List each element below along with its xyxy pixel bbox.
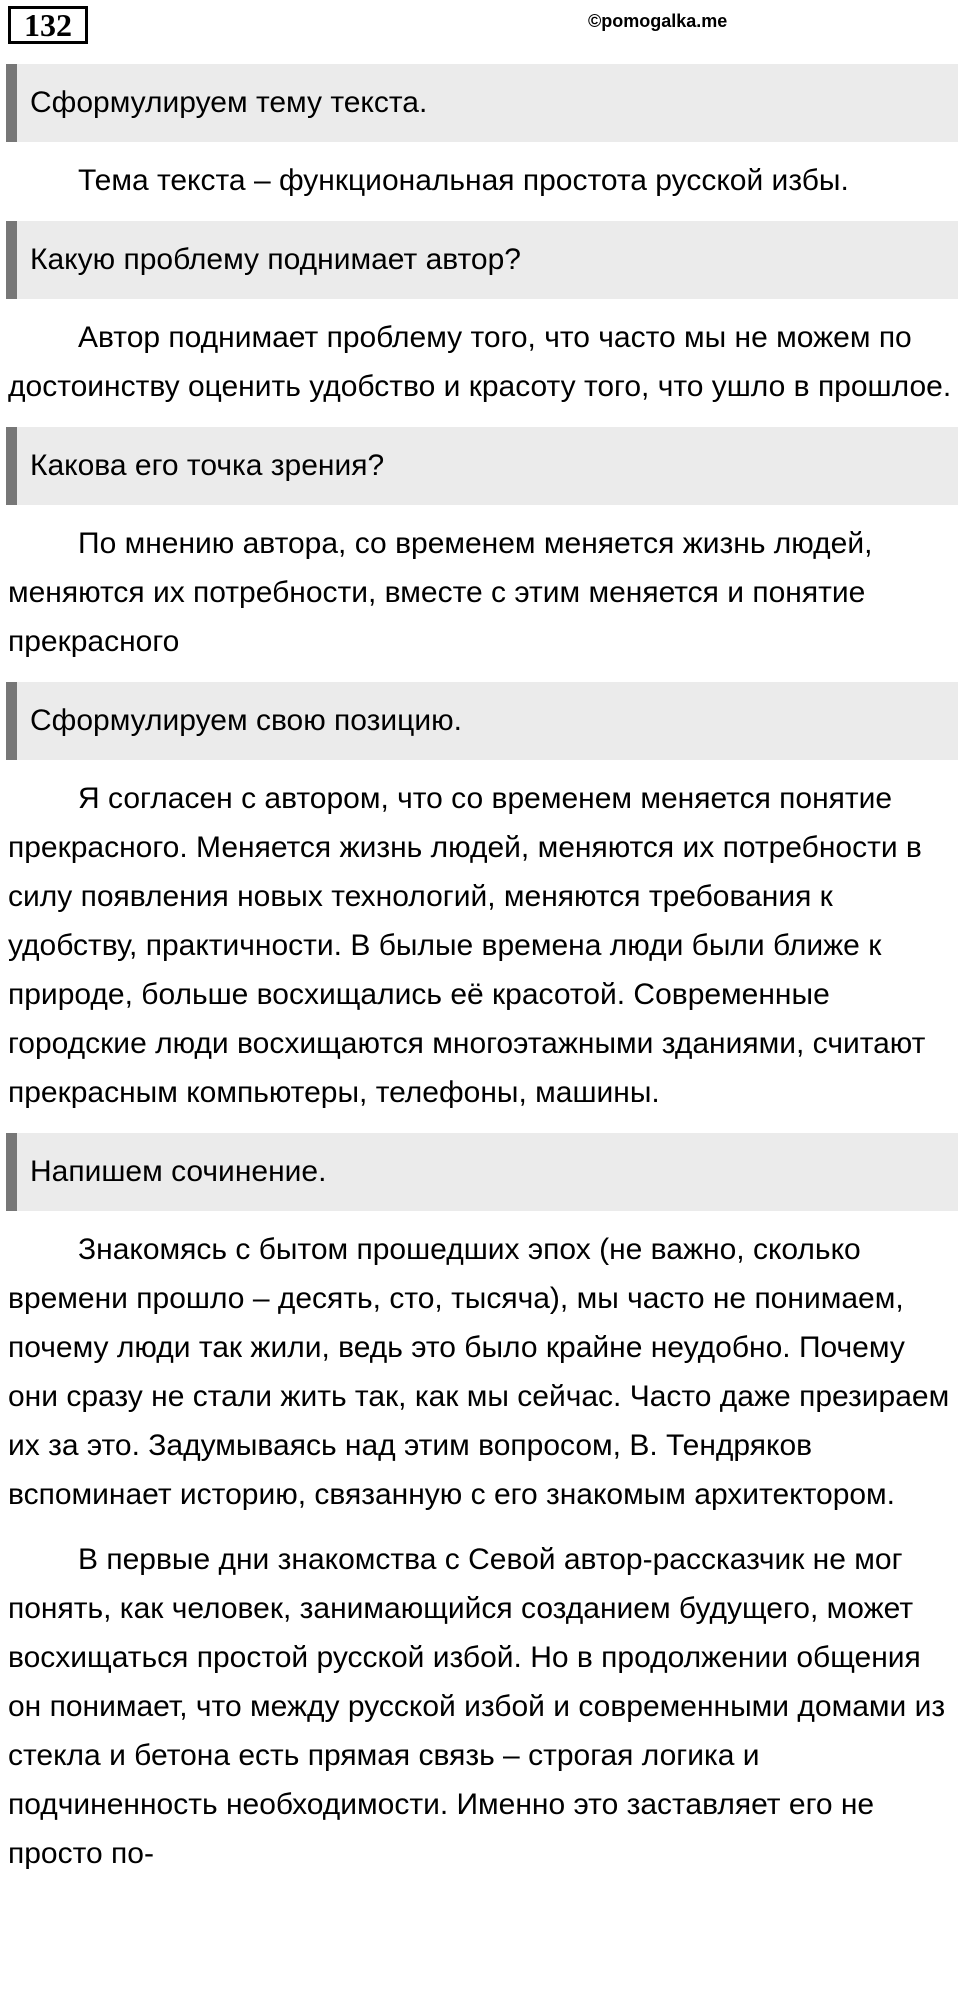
question-own-position: Сформулируем свою позицию.: [6, 682, 958, 760]
question-problem: Какую проблему поднимает автор?: [6, 221, 958, 299]
question-author-view: Какова его точка зрения?: [6, 427, 958, 505]
answer-topic: Тема текста – функциональная простота русской избы.: [78, 164, 849, 197]
page-number: 132: [8, 6, 88, 44]
document-content: [0, 64, 958, 1878]
essay-paragraph-1: Знакомясь с бытом прошедших эпох (не важно, сколько времени прошло – десять, сто, тысяча), мы часто не понимаем, почему люди так жили, ведь это было крайне неудобно. Почему они сразу не стали жить так, как мы сейчас. Часто даже презираем их за это. Задумываясь над этим вопросом, В. Тендряков вспоминает историю, связанную с его знакомым архитектором.: [8, 1233, 950, 1511]
essay-paragraph-2: В первые дни знакомства с Севой автор-рассказчик не мог понять, как человек, занимающийся созданием будущего, может восхищаться простой русской избой. Но в продолжении общения он понимает, что между русской избой и современными домами из стекла и бетона есть прямая связь – строгая логика и подчиненность необходимости. Именно это заставляет его не просто по-: [8, 1543, 946, 1870]
question-topic: Сформулируем тему текста.: [6, 64, 958, 142]
answer-own-position: Я согласен с автором, что со временем меняется понятие прекрасного. Меняется жизнь людей, меняются их потребности в силу появления новых технологий, меняются требования к удобству, практичности. В былые времена люди были ближе к природе, больше восхищались её красотой. Современные городские люди восхищаются многоэтажными зданиями, считают прекрасным компьютеры, телефоны, машины.: [8, 782, 926, 1109]
site-watermark: ©pomogalka.me: [588, 11, 728, 31]
question-essay: Напишем сочинение.: [6, 1133, 958, 1211]
answer-author-view: По мнению автора, со временем меняется жизнь людей, меняются их потребности, вместе с этим меняется и понятие прекрасного: [8, 527, 873, 658]
answer-problem: Автор поднимает проблему того, что часто мы не можем по достоинству оценить удобство и красоту того, что ушло в прошлое.: [8, 321, 952, 403]
